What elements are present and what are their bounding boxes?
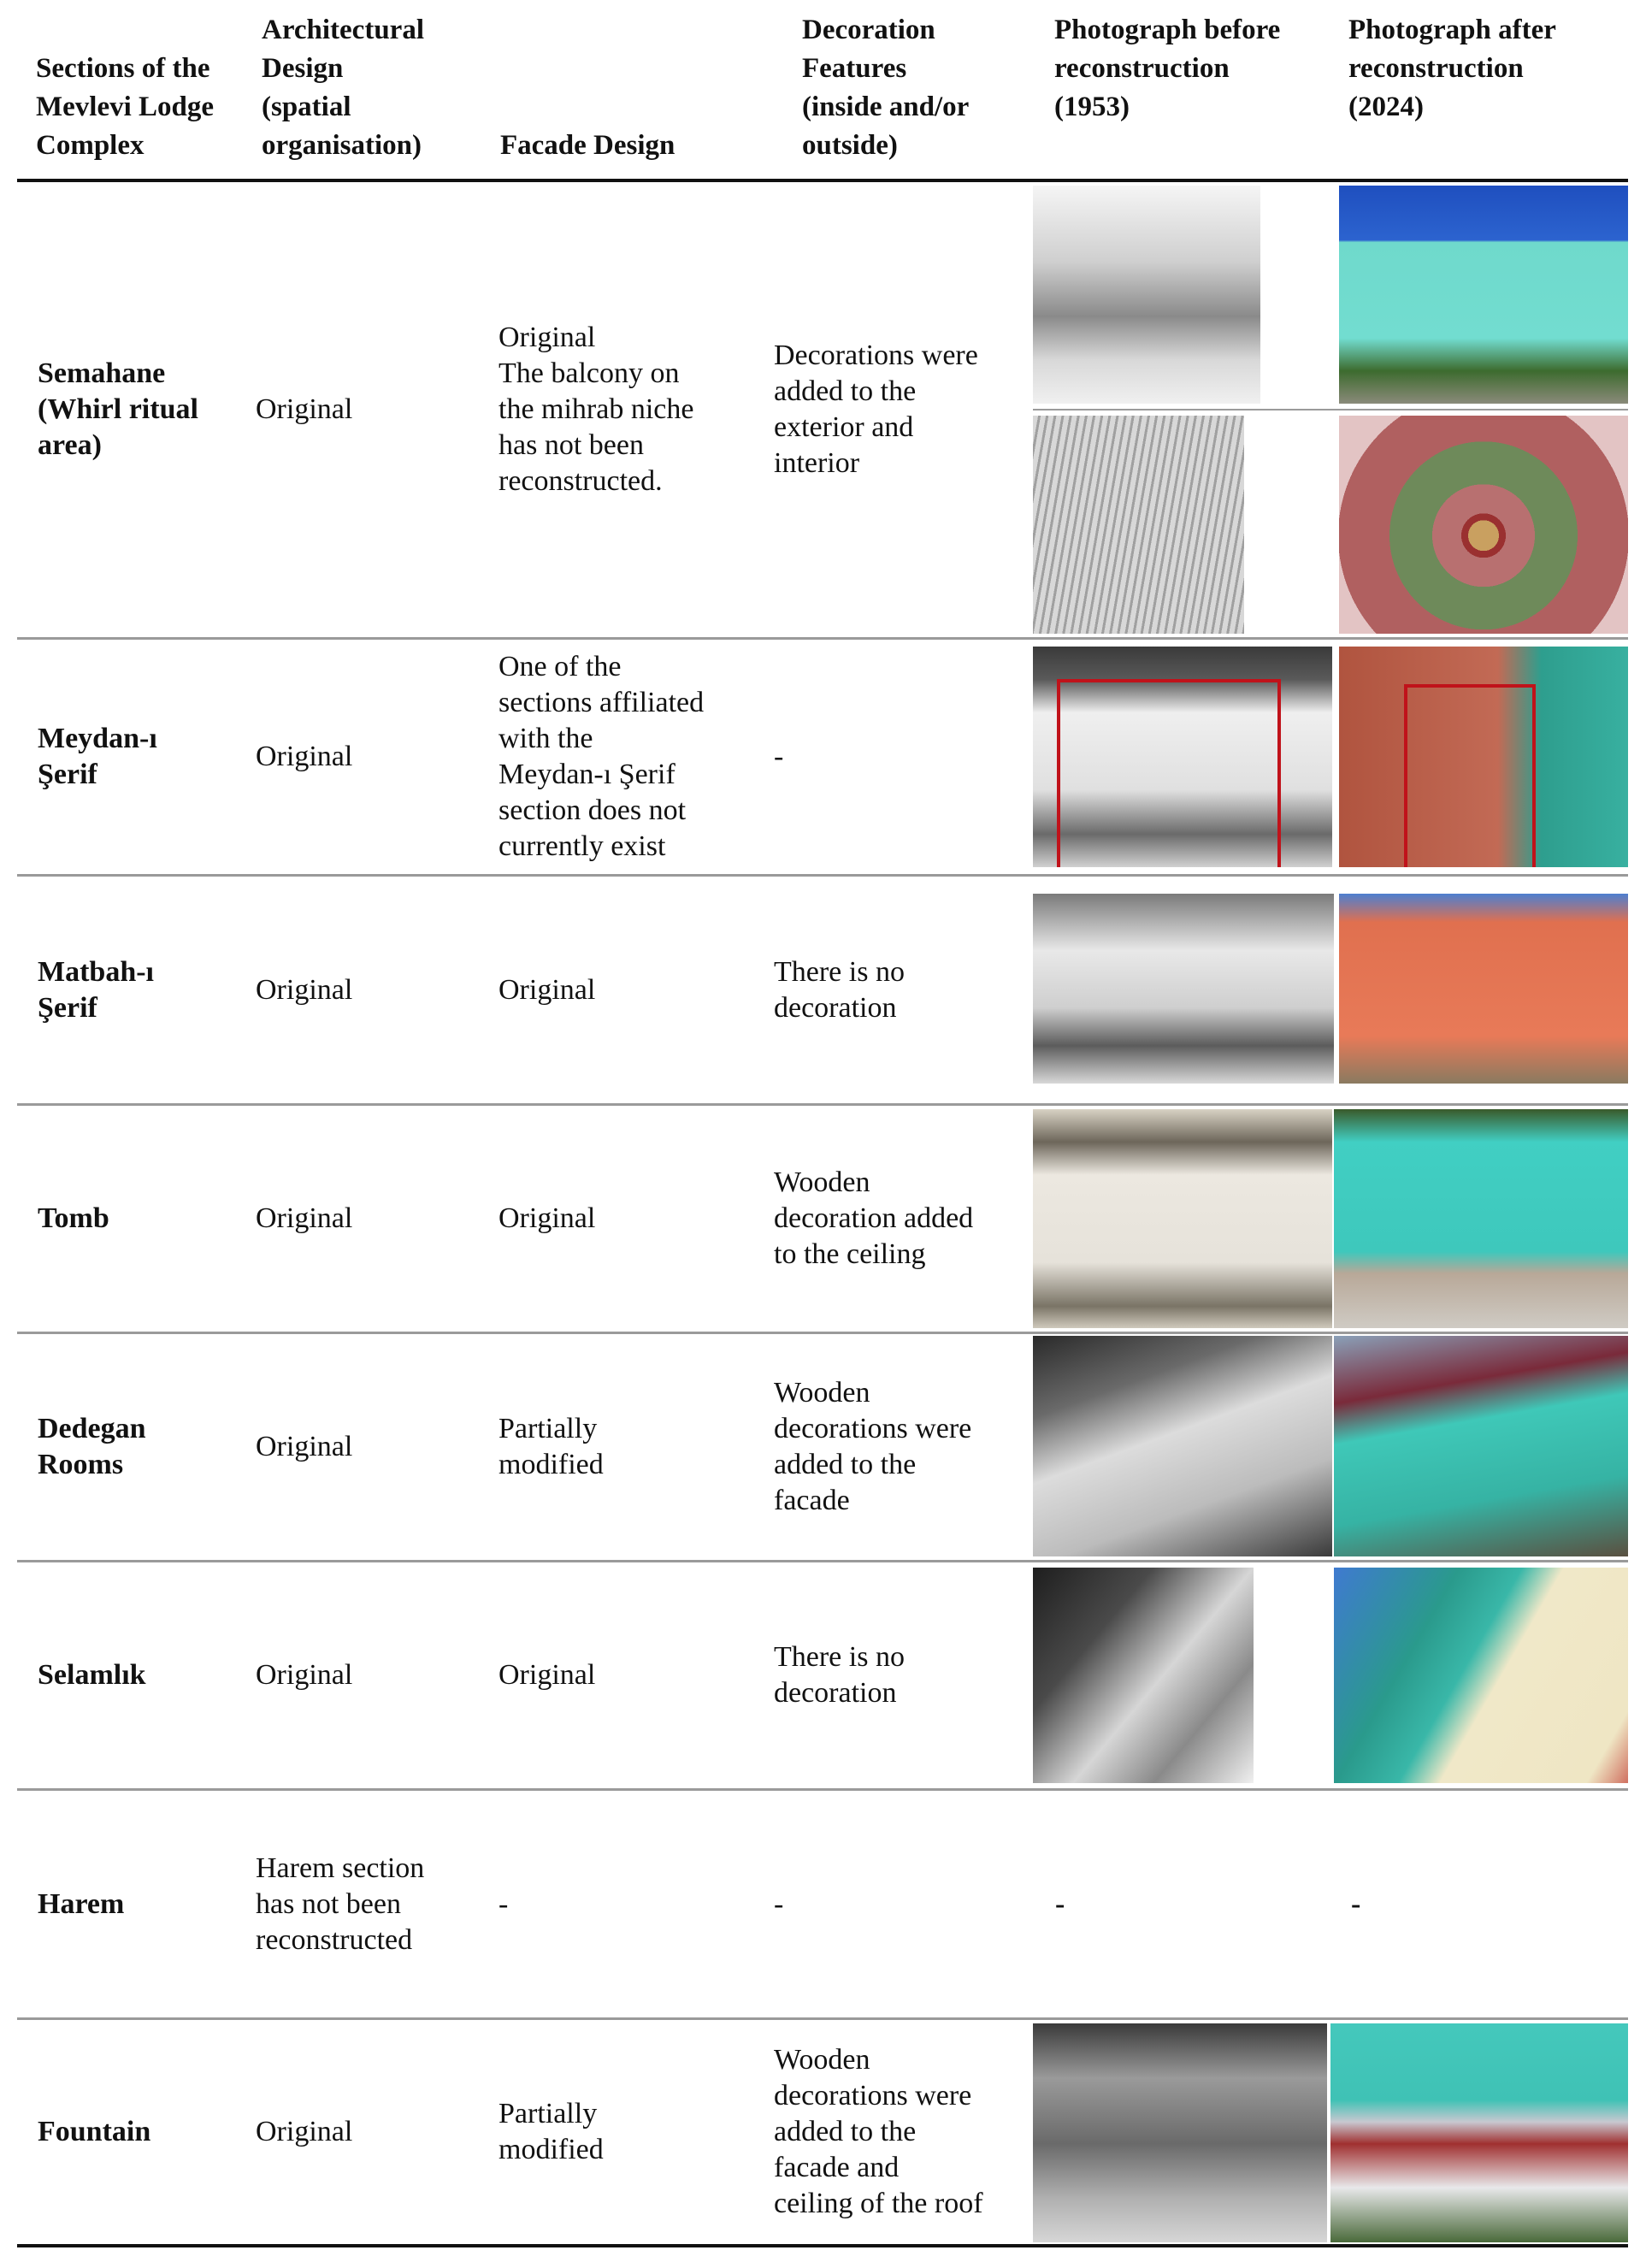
text-line: One of the — [499, 651, 622, 682]
cell-decoration — [774, 640, 1030, 874]
text-line: Harem section — [256, 1852, 425, 1884]
text-line: Selamlık — [38, 1659, 146, 1691]
cell-decoration — [774, 1791, 1030, 2017]
header-line: Sections of the — [36, 53, 210, 84]
header-line: Complex — [36, 130, 145, 161]
text-line: There is no — [774, 955, 905, 988]
text-line: (Whirl ritual — [38, 393, 198, 425]
photo-before — [1033, 647, 1332, 867]
table-row — [0, 182, 1646, 637]
cell-decoration — [774, 1334, 1030, 1560]
cell-after — [1351, 1791, 1437, 2017]
cell-decoration — [774, 1106, 1030, 1332]
text-line: Original — [256, 1659, 353, 1691]
cell-section — [38, 1334, 243, 1560]
text-line: Matbah-ı — [38, 955, 154, 988]
text-line: Meydan-ı — [38, 723, 157, 754]
cell-section — [38, 640, 243, 874]
text-line: Şerif — [38, 991, 97, 1024]
text-line: decorations were — [774, 1413, 972, 1444]
text-line: area) — [38, 429, 102, 461]
text-line: with the — [499, 723, 593, 754]
header-sections — [36, 50, 214, 165]
header-line: reconstruction — [1348, 53, 1524, 84]
bottom-rule — [17, 2244, 1628, 2247]
text-line: Decorations were — [774, 340, 978, 371]
cell-section — [38, 877, 243, 1103]
photo-after — [1334, 1568, 1628, 1783]
text-line: Dedegan — [38, 1413, 146, 1444]
cell-decoration — [774, 877, 1030, 1103]
text-line: Meydan-ı Şerif — [499, 759, 676, 790]
text-line: - — [774, 1887, 784, 1920]
highlight-frame — [1404, 684, 1536, 867]
text-line: Original — [256, 2116, 353, 2147]
text-line: - — [774, 741, 784, 772]
header-line: organisation) — [262, 130, 422, 161]
header-line: Photograph before — [1054, 15, 1281, 45]
text-line: Partially — [499, 2098, 598, 2129]
photo-before — [1033, 1109, 1332, 1328]
header-line: Features — [802, 53, 907, 84]
text-line: The balcony on — [499, 357, 680, 389]
text-line: decorations were — [774, 2080, 972, 2111]
header-after — [1348, 11, 1556, 127]
cell-architectural — [256, 2020, 487, 2244]
table-row — [0, 1334, 1646, 1560]
photo-after — [1334, 1336, 1628, 1556]
text-line: Tomb — [38, 1202, 109, 1234]
text-line: - — [1351, 1887, 1361, 1920]
photo-before — [1033, 2023, 1327, 2242]
text-line: Wooden — [774, 1377, 870, 1409]
text-line: modified — [499, 1449, 604, 1480]
text-line: Original — [256, 1431, 353, 1462]
text-line: Fountain — [38, 2116, 151, 2147]
cell-section — [38, 1106, 243, 1332]
text-line: added to the — [774, 2116, 917, 2147]
text-line: Wooden — [774, 2044, 870, 2076]
text-line: Wooden — [774, 1166, 870, 1198]
header-before — [1054, 11, 1280, 127]
cell-facade — [499, 1562, 755, 1788]
text-line: Semahane — [38, 357, 166, 389]
photo-before-exterior — [1033, 186, 1260, 404]
cell-decoration — [774, 1562, 1030, 1788]
text-line: reconstructed. — [499, 465, 663, 497]
header-line: Architectural — [262, 15, 424, 45]
cell-decoration — [774, 2020, 1030, 2244]
photo-before — [1033, 894, 1334, 1084]
photo-before — [1033, 1568, 1254, 1783]
text-line: Harem — [38, 1887, 125, 1920]
header-line: Mevlevi Lodge — [36, 92, 215, 122]
highlight-frame — [1057, 679, 1281, 867]
text-line: has not been — [499, 429, 644, 461]
text-line: Original — [256, 393, 353, 425]
cell-facade — [499, 182, 755, 637]
text-line: decoration added — [774, 1202, 974, 1234]
cell-architectural — [256, 1562, 487, 1788]
text-line: currently exist — [499, 830, 666, 862]
cell-facade — [499, 1106, 755, 1332]
text-line: decoration — [774, 991, 897, 1024]
text-line: Original — [499, 973, 596, 1006]
cell-section — [38, 1562, 243, 1788]
header-line: outside) — [802, 130, 898, 161]
header-architectural — [262, 11, 424, 165]
cell-section — [38, 182, 243, 637]
text-line: Şerif — [38, 759, 97, 790]
header-line: (spatial — [262, 92, 351, 122]
cell-section — [38, 2020, 243, 2244]
text-line: Original — [499, 1202, 596, 1234]
cell-facade — [499, 2020, 755, 2244]
text-line: added to the — [774, 1449, 917, 1480]
photo-before — [1033, 1336, 1332, 1556]
text-line: Original — [499, 1659, 596, 1691]
cell-architectural — [256, 1791, 487, 2017]
table-row — [0, 640, 1646, 874]
photo-after — [1339, 894, 1628, 1084]
cell-architectural — [256, 1334, 487, 1560]
photo-divider — [1033, 409, 1628, 410]
cell-section — [38, 1791, 243, 2017]
text-line: Original — [256, 741, 353, 772]
table-row — [0, 2020, 1646, 2244]
text-line: - — [499, 1887, 509, 1920]
text-line: facade and — [774, 2152, 900, 2183]
text-line: Original — [256, 973, 353, 1006]
header-line: (inside and/or — [802, 92, 970, 122]
text-line: decoration — [774, 1677, 897, 1709]
cell-facade — [499, 1334, 755, 1560]
header-line: (2024) — [1348, 92, 1424, 122]
cell-facade — [499, 1791, 755, 2017]
header-line: reconstruction — [1054, 53, 1230, 84]
text-line: Partially — [499, 1413, 598, 1444]
header-line: Photograph after — [1348, 15, 1556, 45]
cell-facade — [499, 877, 755, 1103]
cell-decoration — [774, 182, 1030, 637]
table-row — [0, 877, 1646, 1103]
header-line: Design — [262, 53, 344, 84]
cell-architectural — [256, 877, 487, 1103]
photo-after-exterior — [1339, 186, 1628, 404]
cell-architectural — [256, 640, 487, 874]
text-line: reconstructed — [256, 1923, 413, 1956]
photo-before-dome — [1033, 416, 1244, 634]
header-line: Decoration — [802, 15, 935, 45]
cell-before — [1055, 1791, 1141, 2017]
photo-after — [1334, 1109, 1628, 1328]
text-line: to the ceiling — [774, 1238, 926, 1270]
header-decoration — [802, 11, 969, 165]
text-line: modified — [499, 2134, 604, 2165]
photo-after — [1330, 2023, 1628, 2242]
table-row — [0, 1106, 1646, 1332]
cell-architectural — [256, 182, 487, 637]
table-header — [0, 0, 1646, 180]
text-line: added to the — [774, 375, 917, 407]
header-facade — [500, 127, 675, 165]
header-line: (1953) — [1054, 92, 1130, 122]
text-line: the mihrab niche — [499, 393, 694, 425]
text-line: has not been — [256, 1887, 401, 1920]
text-line: - — [1055, 1887, 1065, 1920]
text-line: There is no — [774, 1641, 905, 1673]
text-line: Original — [256, 1202, 353, 1234]
text-line: ceiling of the roof — [774, 2188, 983, 2219]
header-line: Facade Design — [500, 130, 676, 161]
cell-facade — [499, 640, 764, 874]
photo-after-dome — [1339, 416, 1628, 634]
table-row — [0, 1562, 1646, 1788]
text-line: Original — [499, 322, 596, 353]
text-line: exterior and — [774, 411, 914, 443]
text-line: section does not — [499, 794, 687, 826]
text-line: sections affiliated — [499, 687, 705, 718]
cell-architectural — [256, 1106, 487, 1332]
text-line: interior — [774, 447, 860, 479]
photo-after — [1339, 647, 1628, 867]
text-line: facade — [774, 1485, 850, 1516]
table-row — [0, 1791, 1646, 2017]
text-line: Rooms — [38, 1449, 124, 1480]
